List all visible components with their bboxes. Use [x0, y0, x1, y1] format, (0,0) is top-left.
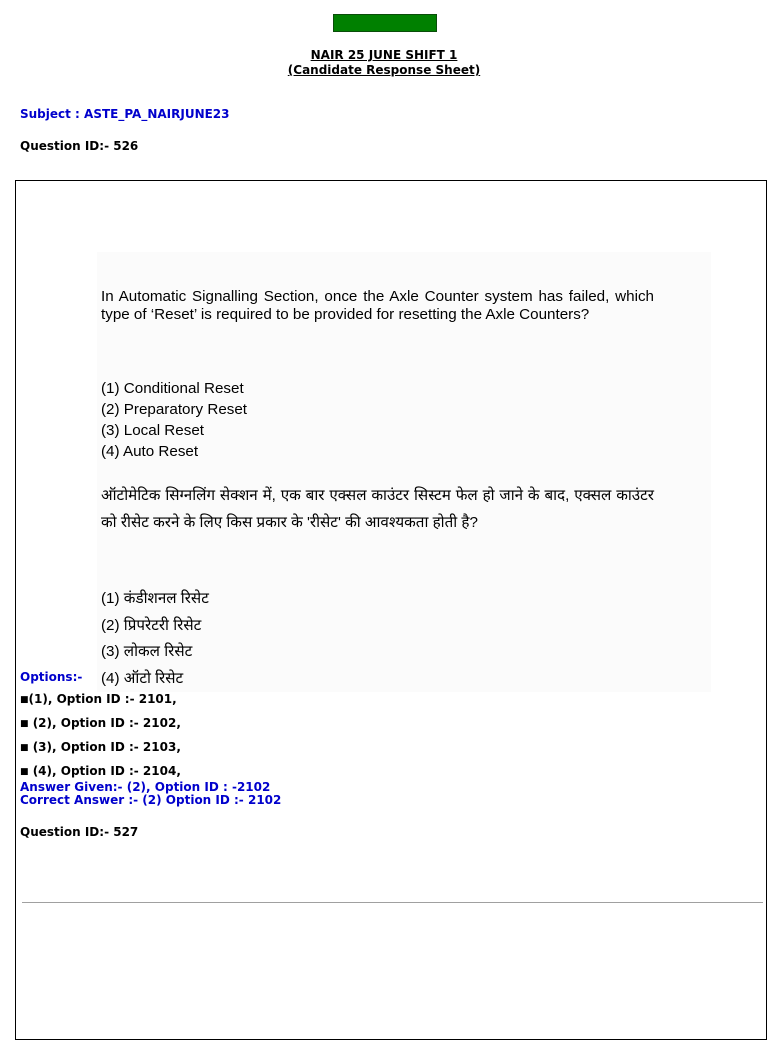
options-label: Options:-	[20, 670, 83, 684]
english-option: (3) Local Reset	[101, 422, 204, 439]
hindi-option: (4) ऑटो रिसेट	[101, 669, 184, 687]
hindi-option-list	[101, 586, 209, 692]
bullet-icon: ■	[20, 743, 29, 753]
option-choice-1	[20, 692, 177, 706]
answer-given: Answer Given:- (2), Option ID : -2102	[20, 780, 271, 794]
hindi-option: (2) प्रिपरेटरी रिसेट	[101, 616, 202, 634]
english-option: (2) Preparatory Reset	[101, 401, 248, 418]
question-image	[97, 252, 711, 692]
option-choice-text: (4), Option ID :- 2104,	[28, 764, 181, 778]
option-choice-4	[20, 764, 181, 778]
header-green-bar	[333, 14, 437, 32]
question-text-english: In Automatic Signalling Section, once the Axle Counter system has failed, which type of ‘Reset’ is required to be provided for resetting the Axle Counters?	[101, 288, 654, 323]
option-choice-text: (3), Option ID :- 2103,	[28, 740, 181, 754]
divider	[22, 902, 763, 903]
option-choice-text: (2), Option ID :- 2102,	[28, 716, 181, 730]
english-option-list	[101, 378, 247, 462]
option-choice-text: (1), Option ID :- 2101,	[28, 692, 177, 706]
question-text-hindi: ऑटोमेटिक सिग्नलिंग सेक्शन में, एक बार एक्सल काउंटर सिस्टम फेल हो जाने के बाद, एक्सल काउंटर को रीसेट करने के लिए किस प्रकार के 'रीसेट' की आवश्यकता होती है?	[101, 487, 654, 531]
question-id-label: Question ID:- 526	[20, 139, 139, 153]
hindi-option: (3) लोकल रिसेट	[101, 643, 193, 660]
subject-label: Subject : ASTE_PA_NAIRJUNE23	[20, 107, 230, 121]
option-choice-2	[20, 716, 181, 730]
bullet-icon: ■	[20, 719, 29, 729]
hindi-option: (1) कंडीशनल रिसेट	[101, 590, 209, 607]
english-option: (4) Auto Reset	[101, 443, 199, 460]
bullet-icon: ■	[20, 695, 29, 705]
english-option: (1) Conditional Reset	[101, 380, 244, 397]
bullet-icon: ■	[20, 767, 29, 777]
correct-answer: Correct Answer :- (2) Option ID :- 2102	[20, 793, 282, 807]
sheet-subtitle: (Candidate Response Sheet)	[287, 63, 481, 77]
sheet-title: NAIR 25 JUNE SHIFT 1	[310, 48, 458, 62]
question-id-label-next: Question ID:- 527	[20, 825, 139, 839]
option-choice-3	[20, 740, 181, 754]
